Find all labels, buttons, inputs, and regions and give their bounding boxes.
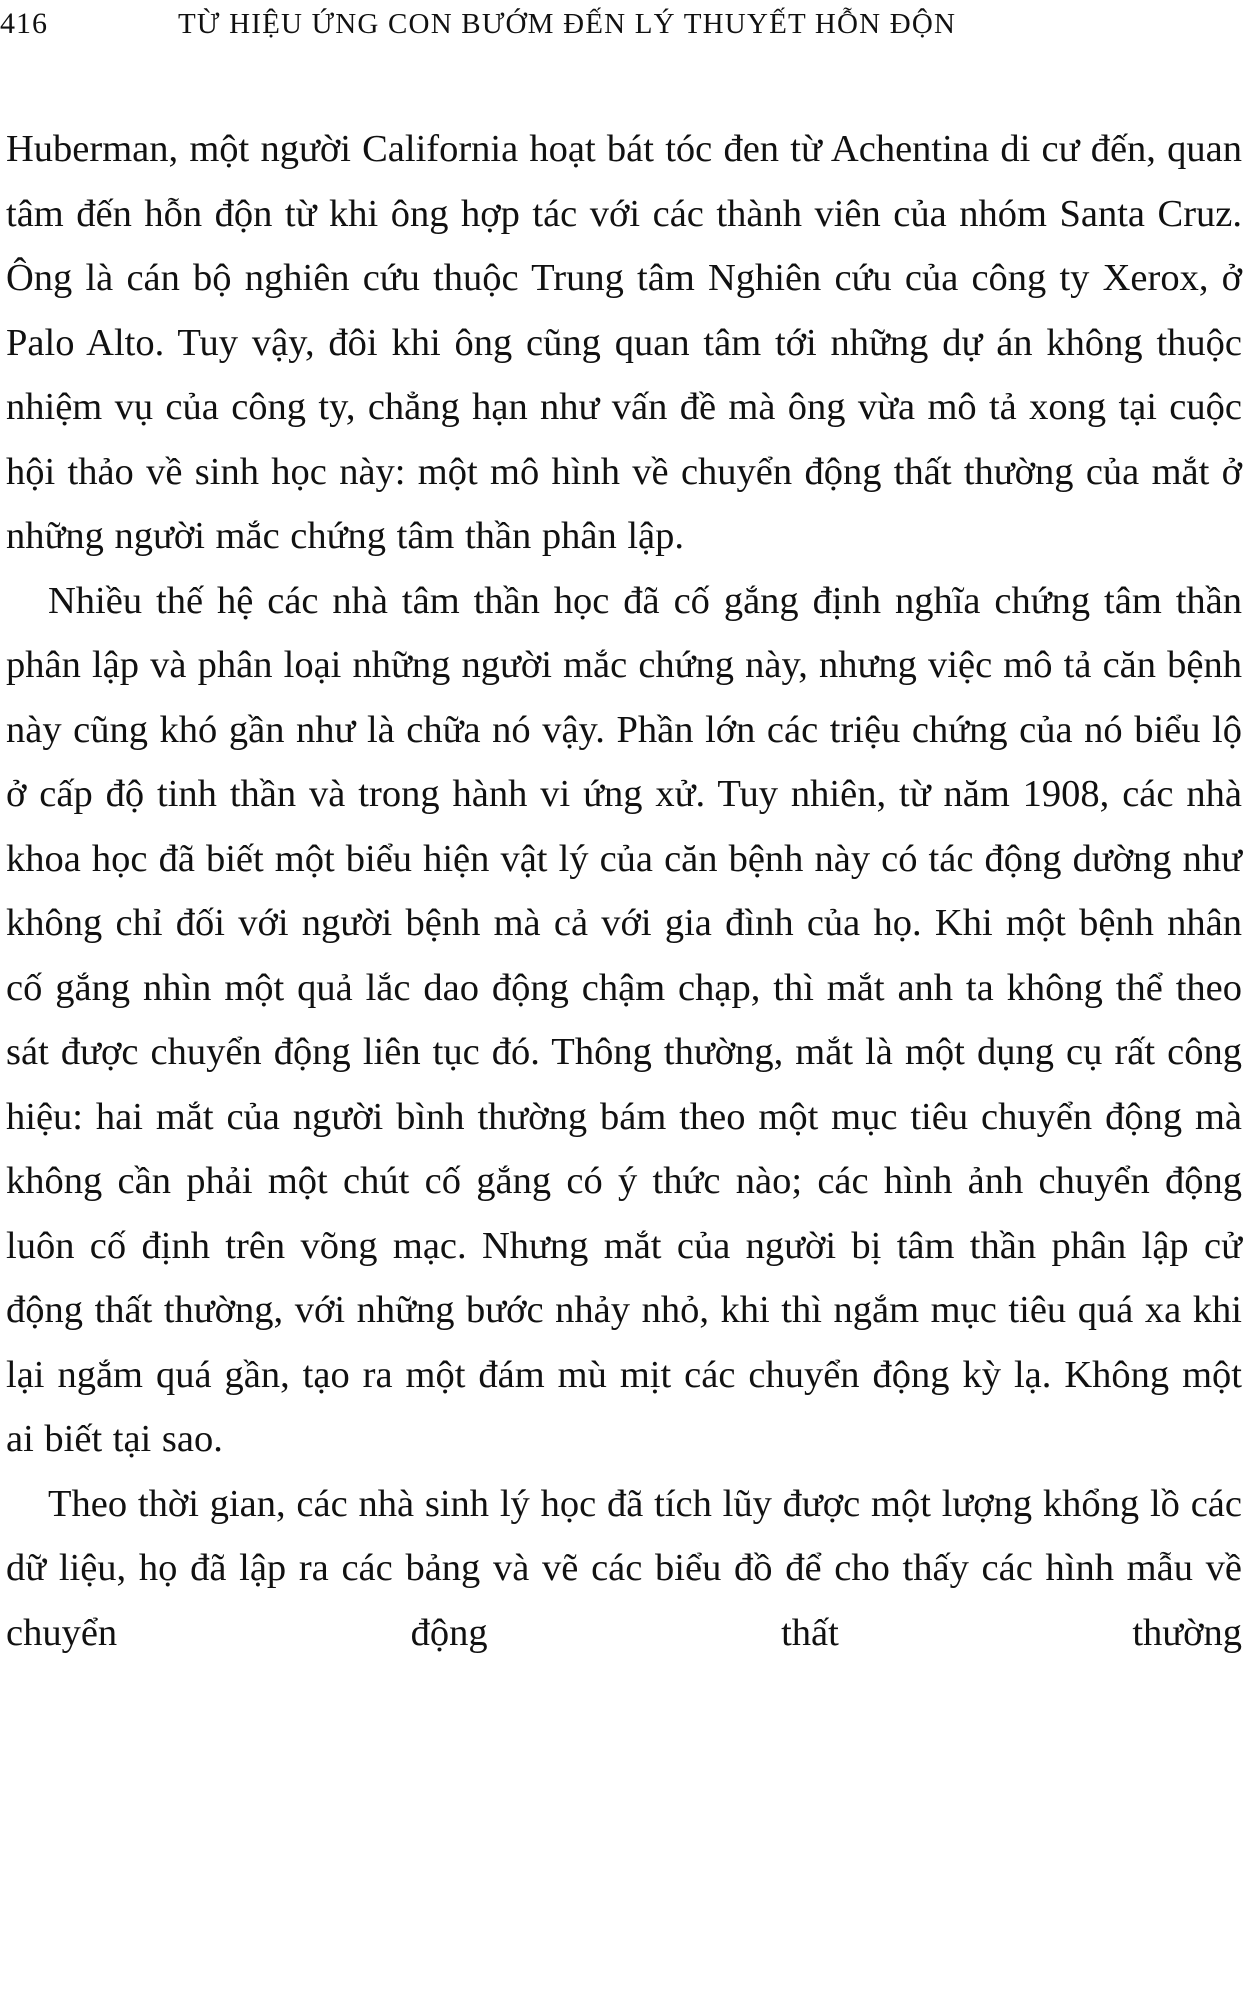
paragraph-3: Theo thời gian, các nhà sinh lý học đã tích lũy được một lượng khổng lồ các dữ liệu, họ đã lập ra các bảng và vẽ các biểu đồ để cho thấy các hình mẫu về chuyển động thất thường: [6, 1482, 1242, 1654]
page-number: 416: [0, 7, 48, 40]
running-header-title: TỪ HIỆU ỨNG CON BƯỚM ĐẾN LÝ THUYẾT HỖN ĐỘN: [178, 8, 957, 40]
body-text: [6, 117, 1242, 1665]
paragraph-2: Nhiều thế hệ các nhà tâm thần học đã cố gắng định nghĩa chứng tâm thần phân lập và phân loại những người mắc chứng này, nhưng việc mô tả căn bệnh này cũng khó gần như là chữa nó vậy. Phần lớn các triệu chứng của nó biểu lộ ở cấp độ tinh thần và trong hành vi ứng xử. Tuy nhiên, từ năm 1908, các nhà khoa học đã biết một biểu hiện vật lý của căn bệnh này có tác động dường như không chỉ đối với người bệnh mà cả với gia đình của họ. Khi một bệnh nhân cố gắng nhìn một quả lắc dao động chậm chạp, thì mắt anh ta không thể theo sát được chuyển động liên tục đó. Thông thường, mắt là một dụng cụ rất công hiệu: hai mắt của người bình thường bám theo một mục tiêu chuyển động mà không cần phải một chút cố gắng có ý thức nào; các hình ảnh chuyển động luôn cố định trên võng mạc. Nhưng mắt của người bị tâm thần phân lập cử động thất thường, với những bước nhảy nhỏ, khi thì ngắm mục tiêu quá xa khi lại ngắm quá gần, tạo ra một đám mù mịt các chuyển động kỳ lạ. Không một ai biết tại sao.: [6, 579, 1242, 1460]
running-header: [0, 4, 1248, 44]
paragraph-1: Huberman, một người California hoạt bát tóc đen từ Achentina di cư đến, quan tâm đến hỗn độn từ khi ông hợp tác với các thành viên của nhóm Santa Cruz. Ông là cán bộ nghiên cứu thuộc Trung tâm Nghiên cứu của công ty Xerox, ở Palo Alto. Tuy vậy, đôi khi ông cũng quan tâm tới những dự án không thuộc nhiệm vụ của công ty, chẳng hạn như vấn đề mà ông vừa mô tả xong tại cuộc hội thảo về sinh học này: một mô hình về chuyển động thất thường của mắt ở những người mắc chứng tâm thần phân lập.: [6, 128, 1242, 557]
